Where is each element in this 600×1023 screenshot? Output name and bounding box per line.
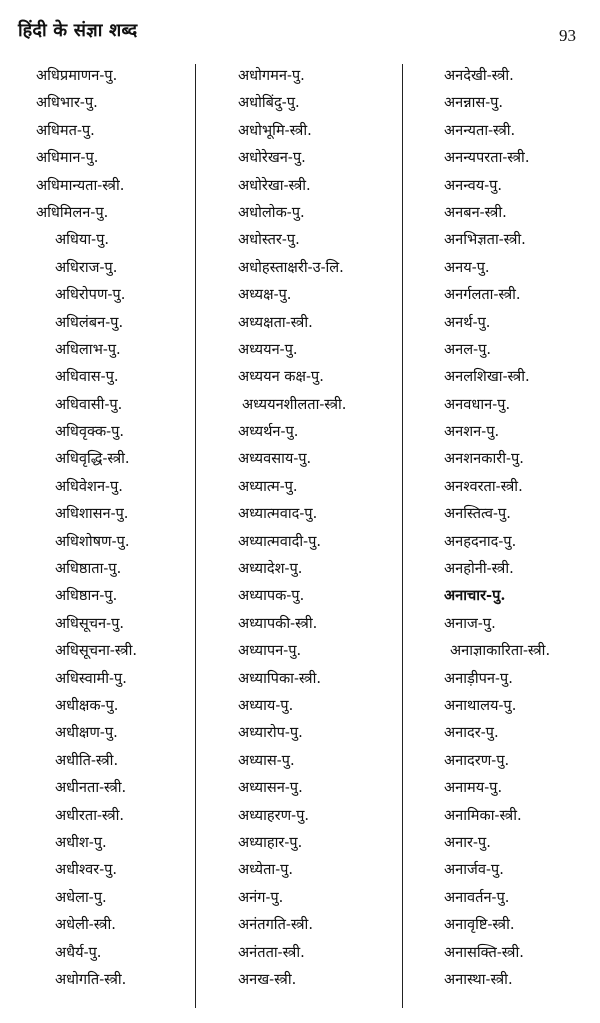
word-entry: अध्यासन-पु. [238,779,303,797]
word-column-1 [0,62,190,993]
word-entry: अनास्था-स्त्री. [444,970,513,988]
word-entry: अधिसूचन-पु. [55,614,124,632]
word-entry: अधिभार-पु. [36,94,98,112]
word-entry: अधिवास-पु. [55,368,119,386]
word-entry: अधिवेशन-पु. [55,477,123,495]
word-entry: अधिमत-पु. [36,121,95,139]
word-column-2 [208,62,398,993]
word-entry: अनादर-पु. [444,724,499,742]
word-entry: अनल-पु. [444,340,492,358]
word-entry: अध्ययन-पु. [238,340,298,358]
word-entry: अधिलाभ-पु. [55,340,121,358]
word-entry: अधोरेखा-स्त्री. [238,176,311,194]
page-number: 93 [559,26,576,45]
word-column-3 [414,62,600,993]
word-entry: अध्याहार-पु. [238,833,303,851]
word-entry: अनंतता-स्त्री. [238,943,305,961]
word-entry: अनबन-स्त्री. [444,203,507,221]
word-entry: अध्यवसाय-पु. [238,450,312,468]
word-entry: अध्याय-पु. [238,696,294,714]
word-entry: अधिमान-पु. [36,149,99,167]
word-entry: अनन्नास-पु. [444,94,504,112]
word-entry: अनार्जव-पु. [444,861,504,879]
word-entry: अधोहस्ताक्षरी-उ-लि. [238,258,344,276]
word-entry: अध्यक्षता-स्त्री. [238,313,313,331]
word-entry: अनासक्ति-स्त्री. [444,943,524,961]
word-entry: अनाज्ञाकारिता-स्त्री. [450,642,551,660]
word-entry: अधिवृद्धि-स्त्री. [55,450,130,468]
word-entry: अधिवासी-पु. [55,395,123,413]
word-entry: अधोभूमि-स्त्री. [238,121,312,139]
word-entry: अनार-पु. [444,833,491,851]
word-entry: अधिराज-पु. [55,258,118,276]
word-entry: अनश्वरता-स्त्री. [444,477,523,495]
word-entry: अध्यापक-पु. [238,587,305,605]
word-entry: अधिलंबन-पु. [55,313,124,331]
word-entry: अनस्तित्व-पु. [444,505,511,523]
dictionary-columns [0,56,600,1016]
word-entry: अधिरोपण-पु. [55,286,126,304]
word-entry: अधिया-पु. [55,231,110,249]
word-entry: अधेली-स्त्री. [55,916,116,934]
word-entry: अध्ययनशीलता-स्त्री. [242,395,347,413]
column-divider [402,64,403,1008]
word-entry: अनहोनी-स्त्री. [444,560,514,578]
word-entry: अधोस्तर-पु. [238,231,300,249]
word-entry: अधीरता-स्त्री. [55,806,125,824]
word-entry: अधिसूचना-स्त्री. [55,642,137,660]
word-entry: अध्यापन-पु. [238,642,302,660]
page-header [18,16,576,50]
word-entry: अनाथालय-पु. [444,696,517,714]
word-entry: अधिष्ठाता-पु. [55,560,122,578]
word-entry: अनन्यता-स्त्री. [444,121,516,139]
word-entry: अनशन-पु. [444,423,500,441]
word-entry: अधैर्य-पु. [55,943,102,961]
word-entry: अध्यात्मवादी-पु. [238,532,321,550]
word-entry: अधोरेखन-पु. [238,149,306,167]
word-entry: अनादरण-पु. [444,751,510,769]
word-entry: अधीक्षक-पु. [55,696,119,714]
word-entry: अधिप्रमाणन-पु. [36,67,118,84]
word-entry: अधीश-पु. [55,833,107,851]
word-entry: अनाड़ीपन-पु. [444,669,513,687]
word-entry: अधिशासन-पु. [55,505,129,523]
word-entry: अध्यारोप-पु. [238,724,303,742]
word-entry: अनहदनाद-पु. [444,532,517,550]
word-entry: अनशनकारी-पु. [444,450,524,468]
word-entry: अनय-पु. [444,258,490,276]
word-entry: अधीश्वर-पु. [55,861,118,879]
word-entry: अध्यापिका-स्त्री. [238,669,322,687]
word-entry: अधीनता-स्त्री. [55,779,127,797]
word-entry: अधोबिंदु-पु. [238,94,300,112]
word-entry: अनख-स्त्री. [238,970,297,988]
word-entry: अनन्यपरता-स्त्री. [444,149,530,167]
word-entry: अनर्गलता-स्त्री. [444,286,521,304]
word-entry: अध्याहरण-पु. [238,806,310,824]
word-entry: अधिशोषण-पु. [55,532,130,550]
word-entry: अनाज-पु. [444,614,496,632]
word-entry: अध्ययन कक्ष-पु. [238,368,324,386]
word-entry: अधिमिलन-पु. [36,203,109,221]
word-entry: अनंग-पु. [238,888,284,906]
word-entry: अनामिका-स्त्री. [444,806,522,824]
word-entry: अधिमान्यता-स्त्री. [36,176,125,194]
word-entry: अध्यक्ष-पु. [238,286,292,304]
word-entry: अनदेखी-स्त्री. [444,67,514,84]
word-entry: अधिस्वामी-पु. [55,669,127,687]
word-entry: अध्यात्मवाद-पु. [238,505,318,523]
word-entry: अध्यर्थन-पु. [238,423,299,441]
word-entry: अनन्वय-पु. [444,176,503,194]
column-divider [195,64,196,1008]
word-entry: अधोगमन-पु. [238,67,305,84]
word-entry: अनावृष्टि-स्त्री. [444,916,515,934]
word-entry: अनाचार-पु. [444,587,506,605]
word-entry: अधीक्षण-पु. [55,724,118,742]
word-entry: अधेला-पु. [55,888,107,906]
word-entry: अधीति-स्त्री. [55,751,119,769]
word-entry: अनवधान-पु. [444,395,511,413]
word-entry: अधोलोक-पु. [238,203,305,221]
word-entry: अधिवृक्क-पु. [55,423,125,441]
word-entry: अनंतगति-स्त्री. [238,916,313,934]
word-entry: अध्यात्म-पु. [238,477,298,495]
word-entry: अनावर्तन-पु. [444,888,510,906]
word-entry: अध्यादेश-पु. [238,560,303,578]
word-entry: अनर्थ-पु. [444,313,491,331]
word-entry: अनभिज्ञता-स्त्री. [444,231,526,249]
word-entry: अनामय-पु. [444,779,503,797]
word-entry: अधोगति-स्त्री. [55,970,127,988]
word-entry: अनलशिखा-स्त्री. [444,368,530,386]
word-entry: अध्येता-पु. [238,861,294,879]
word-entry: अध्यापकी-स्त्री. [238,614,318,632]
running-head: हिंदी के संज्ञा शब्द [18,20,138,41]
word-entry: अध्यास-पु. [238,751,295,769]
word-entry: अधिष्ठान-पु. [55,587,118,605]
